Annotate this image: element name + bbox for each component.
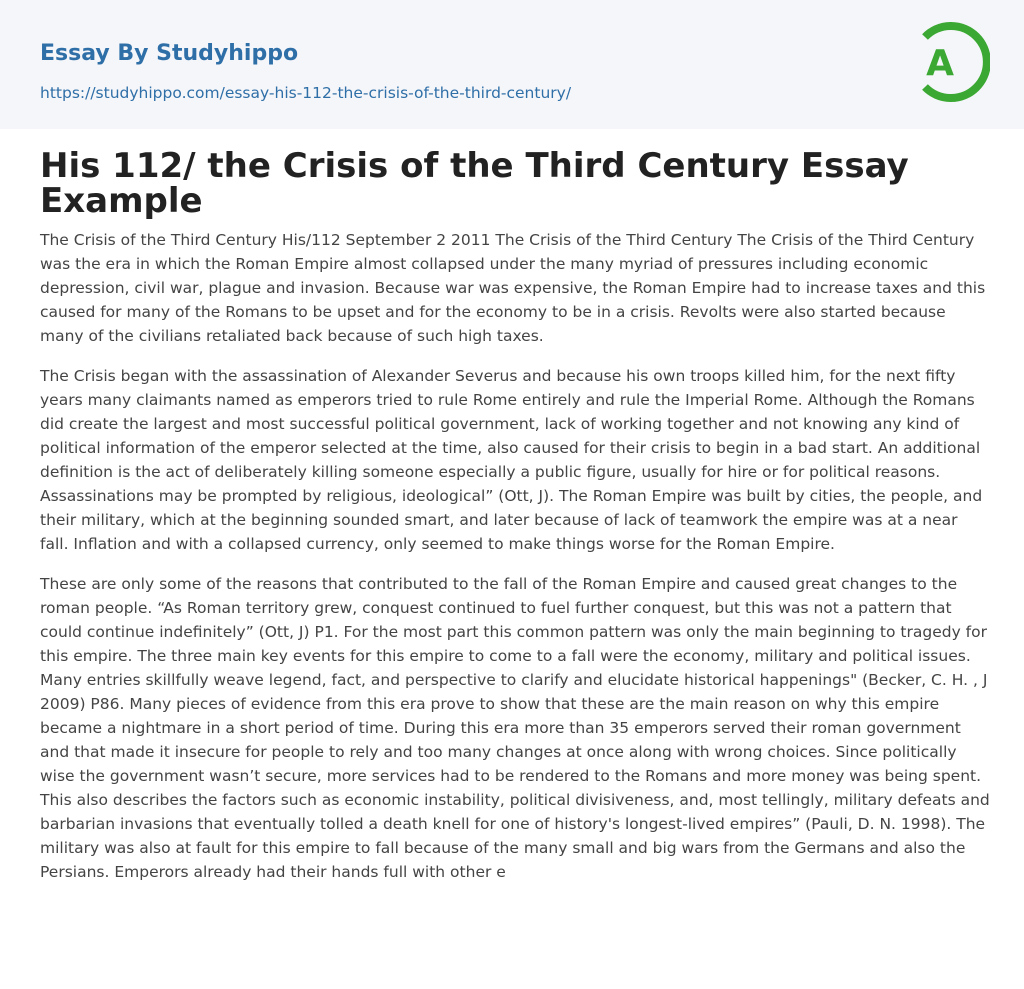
- essay-paragraph-3: These are only some of the reasons that contributed to the fall of the Roman Empire and caused great changes to the roman people. “As Roman territory grew, conquest continued to fuel further conquest, but this was not a pattern that could continue indefinitely” (Ott, J) P1. For the most part this common pattern was only the main beginning to tragedy for this empire. The three main key events for this empire to come to a fall were the economy, military and political issues. Many entries skillfully weave legend, fact, and perspective to clarify and elucidate historical happenings" (Becker, C. H. , J 2009) P86. Many pieces of evidence from this era prove to show that these are the main reason on why this empire became a nightmare in a short period of time. During this era more than 35 emperors served their roman government and that made it insecure for people to rely and too many changes at once along with wrong choices. Since politically wise the government wasn’t secure, more services had to be rendered to the Romans and more money was being spent. This also describes the factors such as economic instability, political divisiveness, and, most tellingly, military defeats and barbarian invasions that eventually tolled a death knell for one of history's longest-lived empires” (Pauli, D. N. 1998). The military was also at fault for this empire to fall because of the many small and big wars from the Germans and also the Persians. Emperors already had their hands full with other e: [40, 575, 990, 881]
- essay-body: [40, 228, 990, 900]
- source-url-link[interactable]: https://studyhippo.com/essay-his-112-the-crisis-of-the-third-century/: [40, 84, 572, 102]
- studyhippo-a-logo-icon[interactable]: [906, 18, 990, 106]
- brand-title[interactable]: Essay By Studyhippo: [40, 41, 299, 66]
- page-title: His 112/ the Crisis of the Third Century Essay Example: [40, 146, 909, 221]
- site-header: [0, 0, 1024, 129]
- svg-text:A: A: [926, 43, 954, 84]
- essay-paragraph-2: The Crisis began with the assassination of Alexander Severus and because his own troops killed him, for the next fifty years many claimants named as emperors tried to rule Rome entirely and rule the Imperial Rome. Although the Romans did create the largest and most successful political government, lack of working together and not knowing any kind of political information of the emperor selected at the time, also caused for their crisis to begin in a bad start. An additional definition is the act of deliberately killing someone especially a public figure, usually for hire or for political reasons. Assassinations may be prompted by religious, ideological” (Ott, J). The Roman Empire was built by cities, the people, and their military, which at the beginning sounded smart, and later because of lack of teamwork the empire was at a near fall. Inflation and with a collapsed currency, only seemed to make things worse for the Roman Empire.: [40, 367, 983, 553]
- essay-paragraph-1: The Crisis of the Third Century His/112 September 2 2011 The Crisis of the Third Century The Crisis of the Third Century was the era in which the Roman Empire almost collapsed under the many myriad of pressures including economic depression, civil war, plague and invasion. Because war was expensive, the Roman Empire had to increase taxes and this caused for many of the Romans to be upset and for the economy to be in a crisis. Revolts were also started because many of the civilians retaliated back because of such high taxes.: [40, 231, 986, 345]
